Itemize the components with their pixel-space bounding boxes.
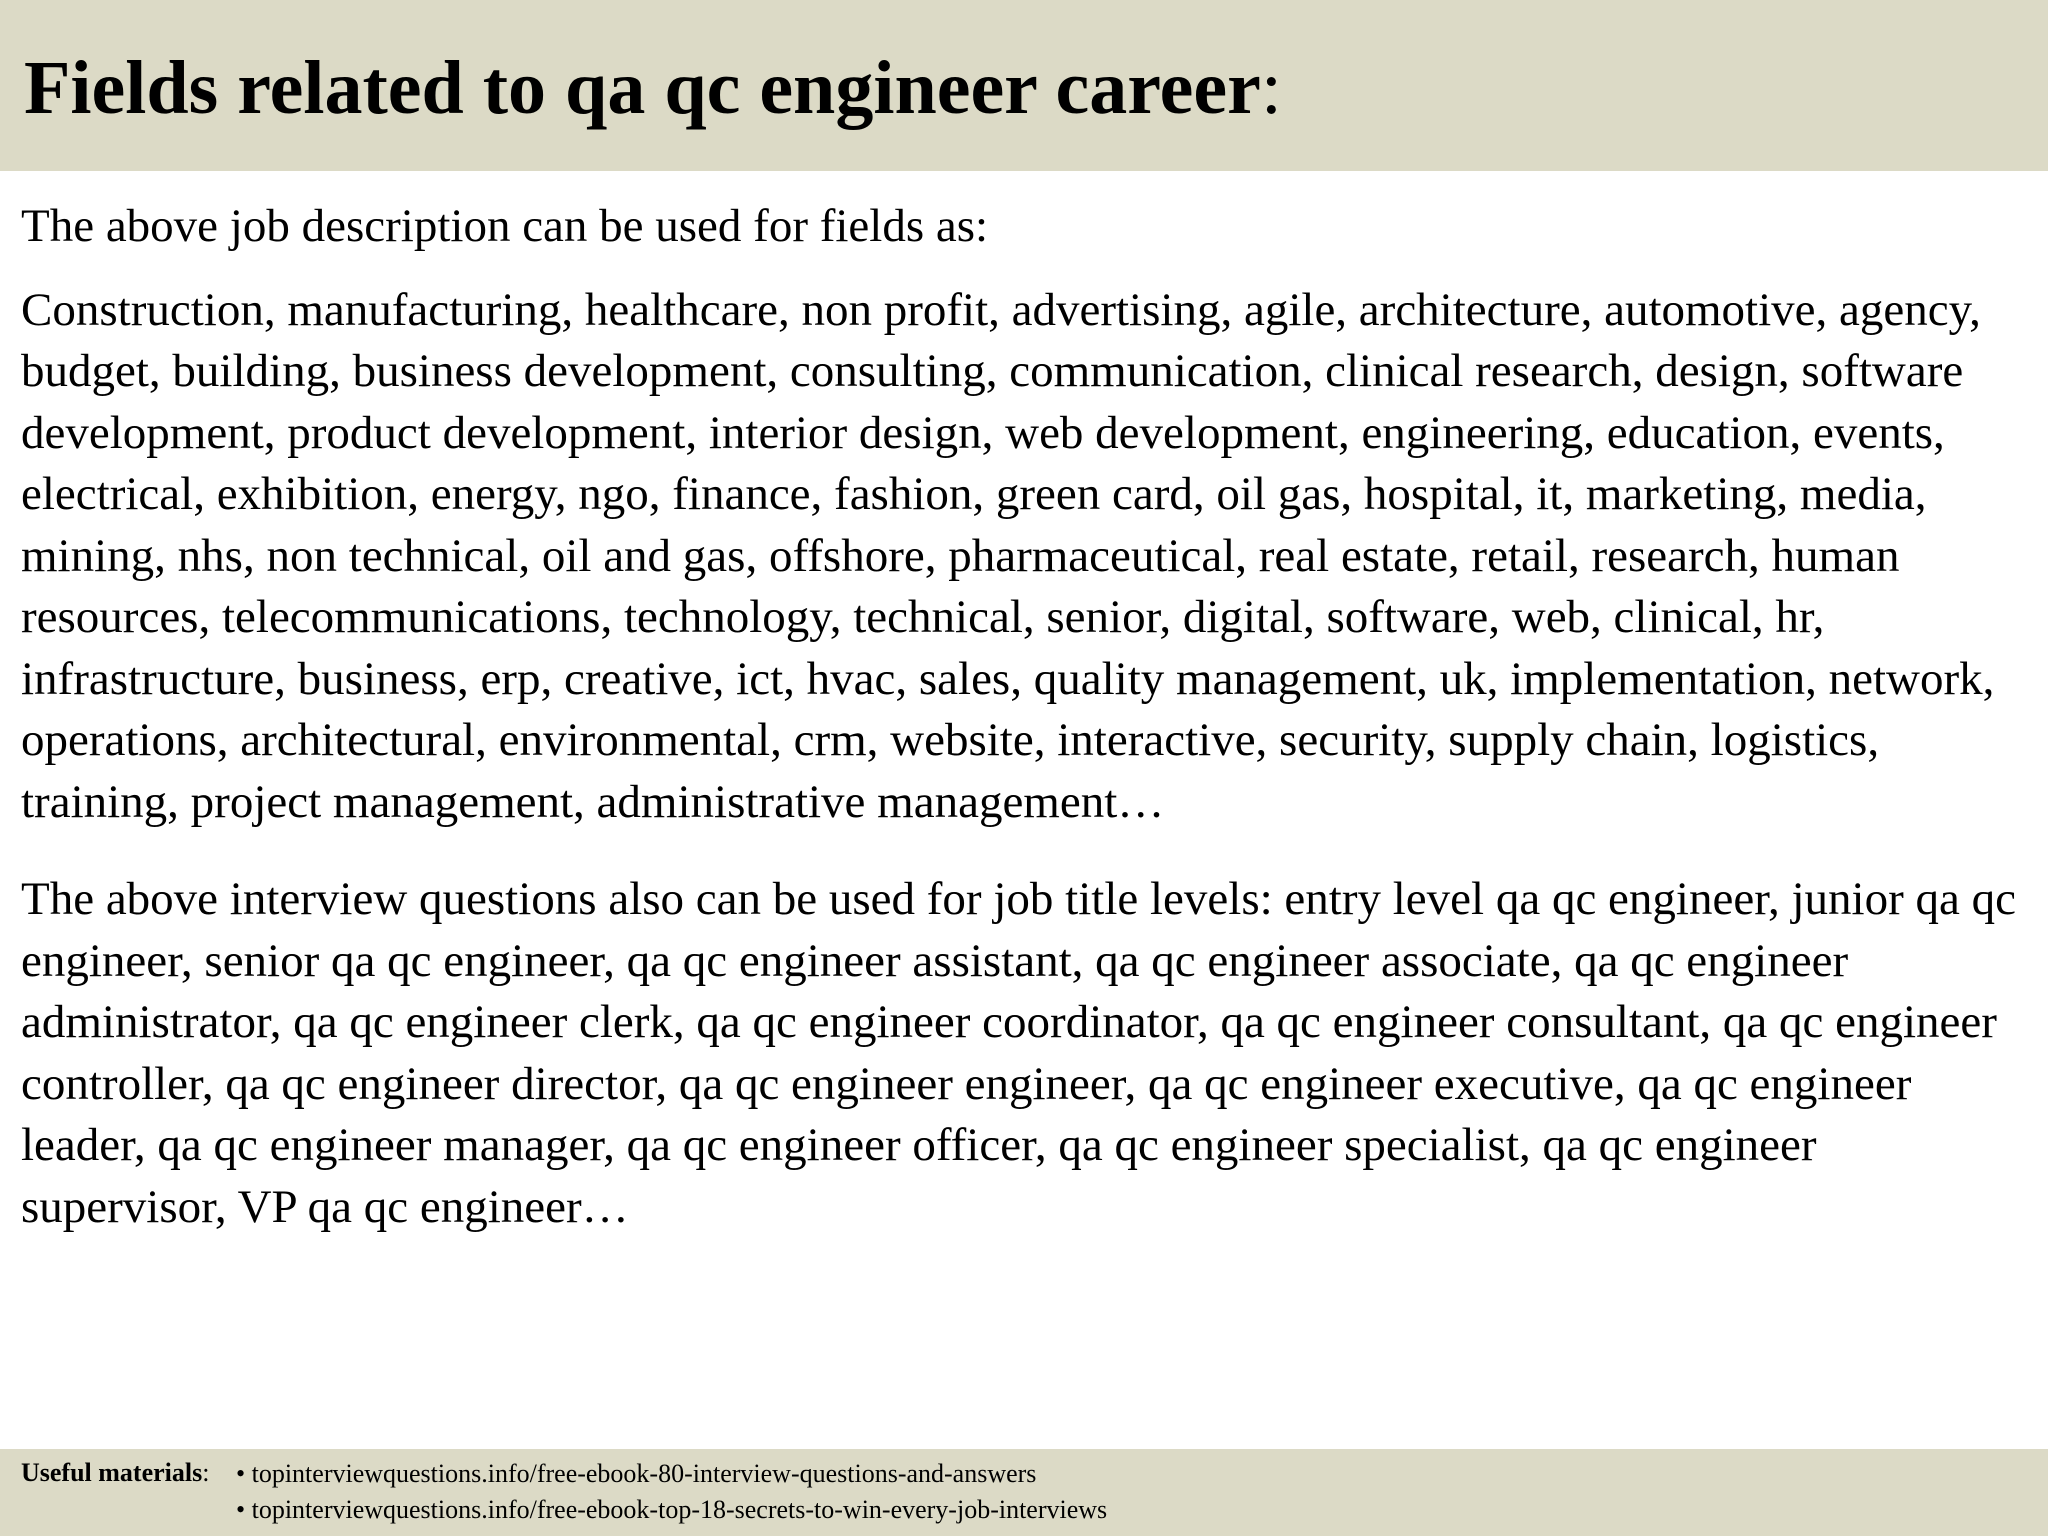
- page-title-text: Fields related to qa qc engineer career: [24, 46, 1261, 130]
- footer-link-interview-questions[interactable]: • topinterviewquestions.info/free-ebook-80-interview-questions-and-answers: [236, 1459, 1037, 1488]
- footer-label: [21, 1456, 209, 1490]
- slide-content: [21, 196, 2031, 1238]
- footer-link-interview-secrets[interactable]: • topinterviewquestions.info/free-ebook-top-18-secrets-to-win-every-job-interviews: [236, 1495, 1108, 1524]
- job-levels-paragraph: The above interview questions also can be used for job title levels: entry level qa qc engineer, junior qa qc engineer, senior qa qc engineer, qa qc engineer assistant, qa qc engineer associate, qa qc engineer administrator, qa qc engineer clerk, qa qc engineer coordinator, qa qc engineer consultant, qa qc engineer controller, qa qc engineer director, qa qc engineer engineer, qa qc engineer executive, qa qc engineer leader, qa qc engineer manager, qa qc engineer officer, qa qc engineer specialist, qa qc engineer supervisor, VP qa qc engineer…: [21, 873, 2016, 1233]
- page-title-colon: :: [1260, 46, 1282, 130]
- intro-paragraph: The above job description can be used for fields as:: [21, 200, 989, 252]
- page-title: [24, 38, 1282, 138]
- footer-label-text: Useful materials: [21, 1458, 203, 1487]
- fields-paragraph: Construction, manufacturing, healthcare, non profit, advertising, agile, architecture, automotive, agency, budget, building, business development, consulting, communication, clinical research, design, software development, product development, interior design, web development, engineering, education, events, electrical, exhibition, energy, ngo, finance, fashion, green card, oil gas, hospital, it, marketing, media, mining, nhs, non technical, oil and gas, offshore, pharmaceutical, real estate, retail, research, human resources, telecommunications, technology, technical, senior, digital, software, web, clinical, hr, infrastructure, business, erp, creative, ict, hvac, sales, quality management, uk, implementation, network, operations, architectural, environmental, crm, website, interactive, security, supply chain, logistics, training, project management, administrative management…: [21, 283, 1995, 828]
- footer-label-separator: :: [202, 1458, 210, 1487]
- footer-links: [236, 1456, 1107, 1528]
